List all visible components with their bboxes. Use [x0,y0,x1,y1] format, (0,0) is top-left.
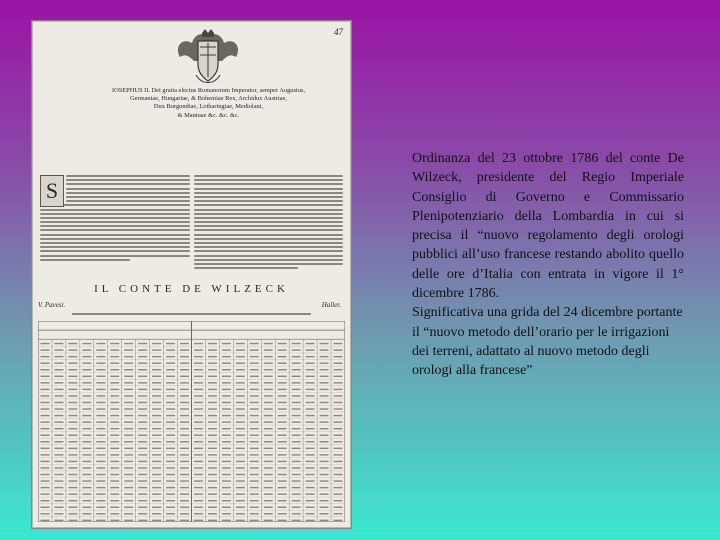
document-scan [31,20,352,529]
timetable-grid [38,321,345,522]
document-column-left [40,175,190,281]
caption-paragraph-2: Significativa una grida del 24 dicembre portante il “nuovo metodo dell’orario per le irrigazioni dei terreni, adattato al nuovo metodo degli orologi alla francese” [412,305,683,379]
document-body [40,175,343,281]
page-number: 47 [334,27,343,37]
divider [72,313,311,315]
document-heading: IOSEPHUS II. Dei gratia electus Romanorum Imperator, semper Augustus, Germaniae, Hungariae, & Bohemiae Rex, Archidux Austriae, Dux Burgundiae, Lotharingiae, Mediolani, & Mantuae &c. &c. &c. [111,87,306,119]
signature-left: V. Pavesi. [38,301,66,309]
signature-right: Haller. [321,301,341,309]
document-column-right [194,175,344,281]
timetable-grid-lines [38,321,345,522]
caption-paragraph-1: Ordinanza del 23 ottobre 1786 del conte De Wilzeck, presidente del Regio Imperiale Consiglio di Governo e Commissario Plenipotenziario della Lombardia in cui si precisa il “nuovo regolamento degli orologi pubblici all’uso francese restando abolito quello delle ore d’Italia con entrata in vigore il 1° dicembre 1786. [412,151,684,302]
document-banner: IL CONTE DE WILZECK [94,283,289,295]
caption [412,149,684,381]
coat-of-arms-icon [172,27,244,89]
drop-cap: S [40,175,64,207]
